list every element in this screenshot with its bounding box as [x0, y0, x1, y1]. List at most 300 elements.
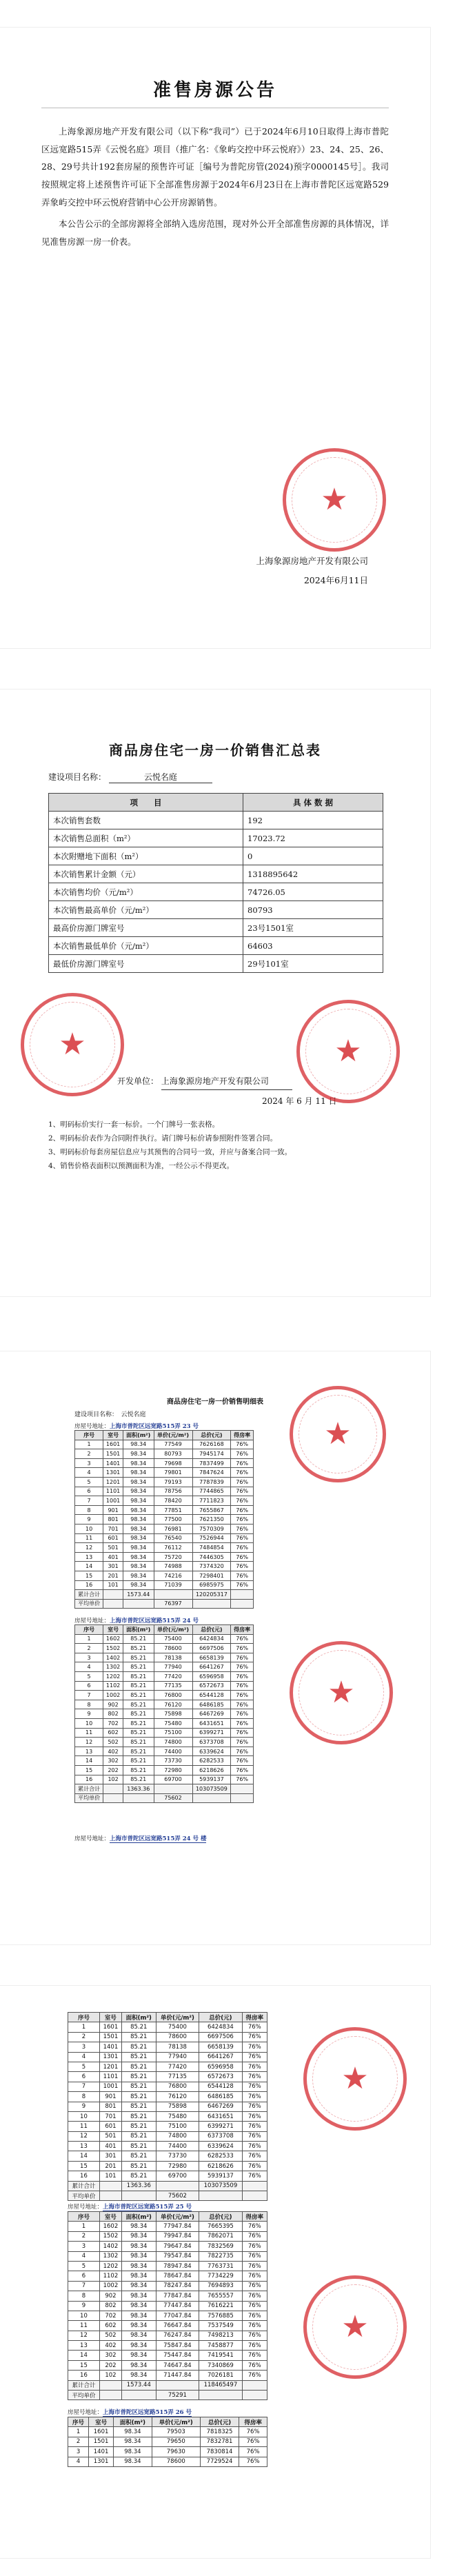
table-cell: 77947.84: [156, 2222, 199, 2231]
table-row: [68, 2457, 267, 2466]
table-cell: 85.21: [123, 1709, 154, 1719]
table-cell: 6596958: [199, 2062, 242, 2071]
table-cell: 76%: [231, 1524, 254, 1533]
table-cell: 76540: [154, 1533, 192, 1543]
table-cell: [156, 2380, 199, 2390]
table-cell: 6544128: [192, 1691, 231, 1700]
table-cell: 1201: [103, 1477, 123, 1487]
table-row: [68, 2151, 267, 2161]
summary-row-label: 本次销售最高单价（元/m²）: [49, 901, 243, 919]
table-cell: 74647.84: [156, 2360, 199, 2370]
table-cell: 76%: [242, 2371, 267, 2380]
table-cell: 6373708: [199, 2131, 242, 2141]
table-cell: 76981: [154, 1524, 192, 1533]
table-cell: 75100: [156, 2122, 199, 2131]
table-row: [75, 1562, 254, 1571]
notice-title: 准售房源公告: [152, 80, 277, 101]
col-header: 得房率: [231, 1625, 254, 1635]
table-cell: 14: [68, 2351, 100, 2360]
notice-paragraph-2: 本公告公示的全部房源将全部纳入选房范围，现对外公开全部准售房源的具体情况，详见准售房源一房一价表。: [41, 219, 389, 247]
col-header: 室号: [99, 2212, 121, 2222]
table-cell: 902: [103, 1700, 123, 1709]
table-cell: 76%: [242, 2271, 267, 2281]
table-cell: 7026181: [199, 2371, 242, 2380]
company-seal-icon: ★: [290, 1386, 386, 1482]
table-cell: 7734229: [199, 2271, 242, 2281]
table-cell: 73730: [156, 2151, 199, 2161]
table-cell: 74400: [156, 2142, 199, 2151]
table-cell: 85.21: [121, 2161, 156, 2171]
table-cell: 8: [75, 1700, 103, 1709]
table-cell: 98.34: [121, 2360, 156, 2370]
table-cell: 6282533: [192, 1756, 231, 1766]
note-2: 2、明码标价表作为合同附件执行。请门牌号标价请参照附件签署合同。: [48, 1134, 278, 1143]
table-cell: [242, 2391, 267, 2400]
table-cell: 6697506: [192, 1644, 231, 1653]
table-cell: 98.34: [123, 1562, 154, 1571]
table-cell: 1302: [103, 1662, 123, 1672]
table-row: [75, 1756, 254, 1766]
table-cell: 85.21: [123, 1775, 154, 1784]
table-cell: 78138: [154, 1653, 192, 1662]
table-cell: 77847.84: [156, 2291, 199, 2301]
table-row: [68, 2171, 267, 2181]
table-cell: 85.21: [123, 1747, 154, 1756]
col-header: 室号: [99, 2013, 121, 2022]
table-cell: 85.21: [123, 1691, 154, 1700]
summary-row: [49, 847, 383, 865]
table-cell: 98.34: [123, 1571, 154, 1580]
table-cell: 1301: [99, 2052, 121, 2062]
table-cell: 76%: [242, 2122, 267, 2131]
table-cell: 85.21: [123, 1756, 154, 1766]
table-cell: 76%: [231, 1738, 254, 1747]
table-cell: [121, 2191, 156, 2201]
table-cell: 602: [103, 1728, 123, 1738]
table-cell: 6658139: [192, 1653, 231, 1662]
table-cell: 7: [68, 2281, 100, 2291]
table-cell: 5: [68, 2062, 100, 2071]
table-cell: 77851: [154, 1505, 192, 1515]
table-cell: 1302: [99, 2251, 121, 2261]
table-cell: [242, 2380, 267, 2390]
table-cell: 71039: [154, 1580, 192, 1590]
summary-row-value: 1318895642: [243, 865, 383, 883]
table-cell: 1: [68, 2222, 100, 2231]
table-cell: 2: [68, 2231, 100, 2241]
table-cell: 7655557: [199, 2291, 242, 2301]
table-cell: 5: [68, 2261, 100, 2271]
table-cell: 98.34: [114, 2457, 152, 2466]
project-line: [48, 771, 212, 783]
table-cell: [231, 1793, 254, 1803]
table-cell: 75602: [154, 1793, 192, 1803]
table-cell: [103, 1590, 123, 1600]
table-cell: 98.34: [123, 1477, 154, 1487]
table-cell: 6339624: [192, 1747, 231, 1756]
total-row: [68, 2380, 267, 2390]
table-cell: [123, 1793, 154, 1803]
table-cell: 76%: [231, 1634, 254, 1644]
col-header: 序号: [68, 2013, 100, 2022]
table-row: [75, 1662, 254, 1672]
table-cell: 7340869: [199, 2360, 242, 2370]
table-cell: 1201: [99, 2062, 121, 2071]
table-cell: 7621350: [192, 1515, 231, 1525]
summary-row-value: 0: [243, 847, 383, 865]
table-cell: 76%: [239, 2427, 267, 2437]
table-cell: 11: [68, 2122, 100, 2131]
table-cell: 14: [75, 1562, 103, 1571]
table-cell: 98.34: [121, 2242, 156, 2251]
summary-row-label: 本次销售均价（元/m²）: [49, 883, 243, 901]
table-cell: 累计合计: [68, 2380, 100, 2390]
table-cell: 98.34: [121, 2251, 156, 2261]
table-row: [75, 1709, 254, 1719]
table-cell: 102: [99, 2371, 121, 2380]
table-cell: 16: [68, 2371, 100, 2380]
table-row: [68, 2092, 267, 2102]
table-cell: 401: [99, 2142, 121, 2151]
table-cell: 7847624: [192, 1468, 231, 1478]
table-cell: 702: [103, 1718, 123, 1728]
table-cell: 76%: [231, 1709, 254, 1719]
table-row: [75, 1691, 254, 1700]
table-cell: 1001: [99, 2082, 121, 2091]
col-header: 序号: [75, 1625, 103, 1635]
table-cell: [154, 1784, 192, 1794]
table-cell: 1402: [99, 2242, 121, 2251]
table-cell: 12: [68, 2331, 100, 2340]
table-cell: 79698: [154, 1458, 192, 1468]
table-row: [68, 2341, 267, 2351]
table-cell: 9: [75, 1709, 103, 1719]
table-cell: 6572673: [192, 1681, 231, 1691]
table-cell: 7374320: [192, 1562, 231, 1571]
table-cell: 85.21: [123, 1671, 154, 1681]
table-cell: 7832569: [199, 2242, 242, 2251]
table-cell: 78420: [154, 1496, 192, 1506]
table-row: [68, 2072, 267, 2082]
table-cell: 6218626: [192, 1765, 231, 1775]
table-cell: 76%: [231, 1580, 254, 1590]
table-cell: 7711823: [192, 1496, 231, 1506]
table-cell: 85.21: [121, 2142, 156, 2151]
company-seal-icon: ★: [303, 2275, 407, 2379]
table-cell: 76%: [242, 2142, 267, 2151]
table-row: [75, 1477, 254, 1487]
total-row: [75, 1784, 254, 1794]
table-cell: 1: [68, 2022, 100, 2032]
table-cell: 77135: [156, 2072, 199, 2082]
table-cell: 1401: [89, 2447, 114, 2457]
table-cell: 4: [75, 1662, 103, 1672]
table-cell: 76%: [242, 2242, 267, 2251]
table-cell: [99, 2391, 121, 2400]
table-cell: 76%: [242, 2171, 267, 2181]
summary-row-label: 本次销售累计金额（元）: [49, 865, 243, 883]
table-cell: 6544128: [199, 2082, 242, 2091]
average-row: [68, 2391, 267, 2400]
table-cell: 98.34: [114, 2427, 152, 2437]
table-cell: [192, 1793, 231, 1803]
table-cell: 1301: [103, 1468, 123, 1478]
table-cell: 98.34: [121, 2261, 156, 2271]
table-cell: 13: [75, 1552, 103, 1562]
summary-row-value: 74726.05: [243, 883, 383, 901]
table-cell: 78756: [154, 1487, 192, 1496]
table-cell: 75480: [154, 1718, 192, 1728]
col-header: 序号: [75, 1431, 103, 1440]
table-cell: 77940: [154, 1662, 192, 1672]
table-cell: 118465497: [199, 2380, 242, 2390]
table-cell: 77549: [154, 1440, 192, 1449]
table-cell: 4: [68, 2251, 100, 2261]
table-cell: 502: [99, 2331, 121, 2340]
table-cell: 76%: [231, 1552, 254, 1562]
price-table-25: [68, 2211, 267, 2400]
table-row: [68, 2291, 267, 2301]
table-cell: [154, 1590, 192, 1600]
table-cell: 98.34: [121, 2321, 156, 2331]
table-cell: 76%: [231, 1681, 254, 1691]
table-cell: 85.21: [123, 1644, 154, 1653]
table-cell: 7744865: [192, 1487, 231, 1496]
table-cell: 801: [99, 2102, 121, 2111]
table-cell: 6486185: [199, 2092, 242, 2102]
table-row: [75, 1700, 254, 1709]
table-cell: 76%: [231, 1765, 254, 1775]
table-cell: 76%: [231, 1728, 254, 1738]
table-cell: 6: [75, 1681, 103, 1691]
table-cell: 10: [75, 1718, 103, 1728]
table-cell: 11: [75, 1533, 103, 1543]
notice-date: 2024年6月11日: [303, 574, 368, 585]
table-row: [68, 2331, 267, 2340]
table-cell: 73730: [154, 1756, 192, 1766]
table-cell: 7570309: [192, 1524, 231, 1533]
table-cell: 75898: [154, 1709, 192, 1719]
table-cell: 76%: [242, 2341, 267, 2351]
table-row: [75, 1671, 254, 1681]
col-header: 面积(m²): [123, 1625, 154, 1635]
table-cell: 76%: [242, 2331, 267, 2340]
table-cell: 4: [68, 2052, 100, 2062]
table-cell: 1002: [103, 1691, 123, 1700]
price-table-24: [74, 1624, 254, 1803]
table-cell: 77940: [156, 2052, 199, 2062]
table-cell: 15: [75, 1765, 103, 1775]
table-cell: 1601: [89, 2427, 114, 2437]
table-cell: 98.34: [121, 2341, 156, 2351]
price-list-project: 建设项目名称： 云悦名庭: [74, 1411, 146, 1418]
table-cell: 1401: [99, 2042, 121, 2052]
table-cell: 76%: [231, 1440, 254, 1449]
table-cell: 76%: [242, 2102, 267, 2111]
table-cell: 76%: [242, 2321, 267, 2331]
table-cell: 98.34: [121, 2311, 156, 2320]
notice-signature: [256, 552, 368, 590]
table-cell: 76%: [242, 2291, 267, 2301]
col-header: 单价(元/m²): [156, 2212, 199, 2222]
table-cell: 7526944: [192, 1533, 231, 1543]
table-cell: 76%: [231, 1671, 254, 1681]
table-cell: 7832781: [200, 2437, 239, 2446]
col-header: 单价(元/m²): [154, 1625, 192, 1635]
table-cell: 5: [75, 1477, 103, 1487]
summary-row: [49, 901, 383, 919]
table-row: [68, 2351, 267, 2360]
table-cell: 7484854: [192, 1543, 231, 1553]
table-cell: 累计合计: [75, 1590, 103, 1600]
table-cell: 79503: [152, 2427, 200, 2437]
table-cell: 76647.84: [156, 2321, 199, 2331]
table-cell: [121, 2391, 156, 2400]
table-cell: 7665395: [199, 2222, 242, 2231]
table-row: [75, 1440, 254, 1449]
summary-row: [49, 937, 383, 955]
table-cell: 85.21: [123, 1765, 154, 1775]
table-cell: 76%: [239, 2457, 267, 2466]
notice-signer: 上海象源房地产开发有限公司: [256, 556, 368, 566]
table-cell: 76%: [231, 1775, 254, 1784]
table-cell: 401: [103, 1552, 123, 1562]
table-cell: 76%: [231, 1700, 254, 1709]
table-cell: 1502: [99, 2231, 121, 2241]
table-cell: 602: [99, 2321, 121, 2331]
table-cell: 6373708: [192, 1738, 231, 1747]
building-address-26: 房屋号地址：上海市普陀区远宽路515弄 26 号: [68, 2409, 192, 2416]
table-cell: 76%: [231, 1718, 254, 1728]
table-cell: [103, 1793, 123, 1803]
table-cell: 85.21: [121, 2052, 156, 2062]
table-cell: 3: [75, 1458, 103, 1468]
table-cell: 69700: [154, 1775, 192, 1784]
col-header: 得房率: [239, 2417, 267, 2427]
table-cell: 6218626: [199, 2161, 242, 2171]
notice-page: [0, 28, 430, 648]
table-cell: 1: [75, 1440, 103, 1449]
table-cell: 10: [68, 2111, 100, 2121]
table-cell: 7537549: [199, 2321, 242, 2331]
table-cell: 2: [68, 2032, 100, 2042]
col-header: 得房率: [242, 2212, 267, 2222]
table-cell: 76800: [154, 1691, 192, 1700]
table-cell: 7498213: [199, 2331, 242, 2340]
table-cell: 98.34: [123, 1533, 154, 1543]
table-cell: 7: [68, 2082, 100, 2091]
table-cell: 1363.36: [121, 2181, 156, 2191]
table-cell: 12: [68, 2131, 100, 2141]
table-cell: 6596958: [192, 1671, 231, 1681]
average-row: [75, 1793, 254, 1803]
table-cell: 75720: [154, 1552, 192, 1562]
table-cell: 5: [75, 1671, 103, 1681]
summary-row: [49, 812, 383, 829]
table-cell: 7576885: [199, 2311, 242, 2320]
table-cell: 85.21: [121, 2111, 156, 2121]
table-cell: 75400: [154, 1634, 192, 1644]
col-header: 得房率: [242, 2013, 267, 2022]
table-cell: [242, 2181, 267, 2191]
table-cell: 1102: [103, 1681, 123, 1691]
table-cell: 85.21: [121, 2092, 156, 2102]
table-cell: 98.34: [123, 1543, 154, 1553]
table-cell: 累计合计: [75, 1784, 103, 1794]
table-cell: 85.21: [121, 2082, 156, 2091]
developer-line: [117, 1073, 292, 1090]
table-cell: 3: [68, 2447, 89, 2457]
table-row: [75, 1644, 254, 1653]
table-cell: 98.34: [121, 2351, 156, 2360]
average-row: [68, 2191, 267, 2201]
table-cell: 76%: [231, 1487, 254, 1496]
table-cell: 76%: [231, 1458, 254, 1468]
table-cell: 85.21: [123, 1738, 154, 1747]
table-cell: 77420: [154, 1671, 192, 1681]
summary-row-value: 64603: [243, 937, 383, 955]
table-cell: 85.21: [121, 2171, 156, 2181]
building-address-24: 房屋号地址：上海市普陀区远宽路515弄 24 号: [74, 1618, 199, 1624]
table-row: [68, 2082, 267, 2091]
table-cell: 3: [75, 1653, 103, 1662]
table-row: [68, 2102, 267, 2111]
summary-row-value: 29号101室: [243, 955, 383, 973]
table-cell: 1501: [99, 2032, 121, 2042]
price-list-page-2: [0, 1986, 430, 2558]
table-cell: 98.34: [123, 1552, 154, 1562]
table-cell: 98.34: [123, 1458, 154, 1468]
table-cell: 平均单价: [75, 1599, 103, 1609]
table-cell: 402: [99, 2341, 121, 2351]
company-seal-icon: ★: [303, 2027, 407, 2131]
table-cell: 76%: [242, 2281, 267, 2291]
summary-page: [0, 690, 430, 1296]
table-cell: 5939137: [199, 2171, 242, 2181]
table-cell: 76%: [242, 2351, 267, 2360]
table-cell: 901: [99, 2092, 121, 2102]
table-cell: 76%: [242, 2032, 267, 2042]
table-row: [75, 1524, 254, 1533]
table-cell: 701: [103, 1524, 123, 1533]
table-cell: 701: [99, 2111, 121, 2121]
table-cell: 6985975: [192, 1580, 231, 1590]
table-cell: 76112: [154, 1543, 192, 1553]
table-cell: 16: [75, 1775, 103, 1784]
table-row: [68, 2142, 267, 2151]
table-cell: 7616221: [199, 2301, 242, 2311]
table-cell: 7419541: [199, 2351, 242, 2360]
table-row: [75, 1580, 254, 1590]
col-header: 室号: [103, 1431, 123, 1440]
table-cell: 5939137: [192, 1775, 231, 1784]
company-seal-icon: ★: [283, 448, 386, 552]
col-header: 面积(m²): [121, 2013, 156, 2022]
table-cell: 85.21: [121, 2102, 156, 2111]
table-cell: 702: [99, 2311, 121, 2320]
col-header: 单价(元/m²): [156, 2013, 199, 2022]
summary-table: [48, 793, 383, 973]
table-cell: 76%: [242, 2301, 267, 2311]
table-cell: 6424834: [192, 1634, 231, 1644]
table-cell: 201: [99, 2161, 121, 2171]
summary-row-value: 192: [243, 812, 383, 829]
table-cell: 75602: [156, 2191, 199, 2201]
table-cell: [199, 2391, 242, 2400]
building-address-23: 房屋号地址：上海市普陀区远宽路515弄 23 号: [74, 1423, 199, 1430]
table-cell: 76%: [242, 2092, 267, 2102]
project-name: 云悦名庭: [109, 771, 212, 783]
